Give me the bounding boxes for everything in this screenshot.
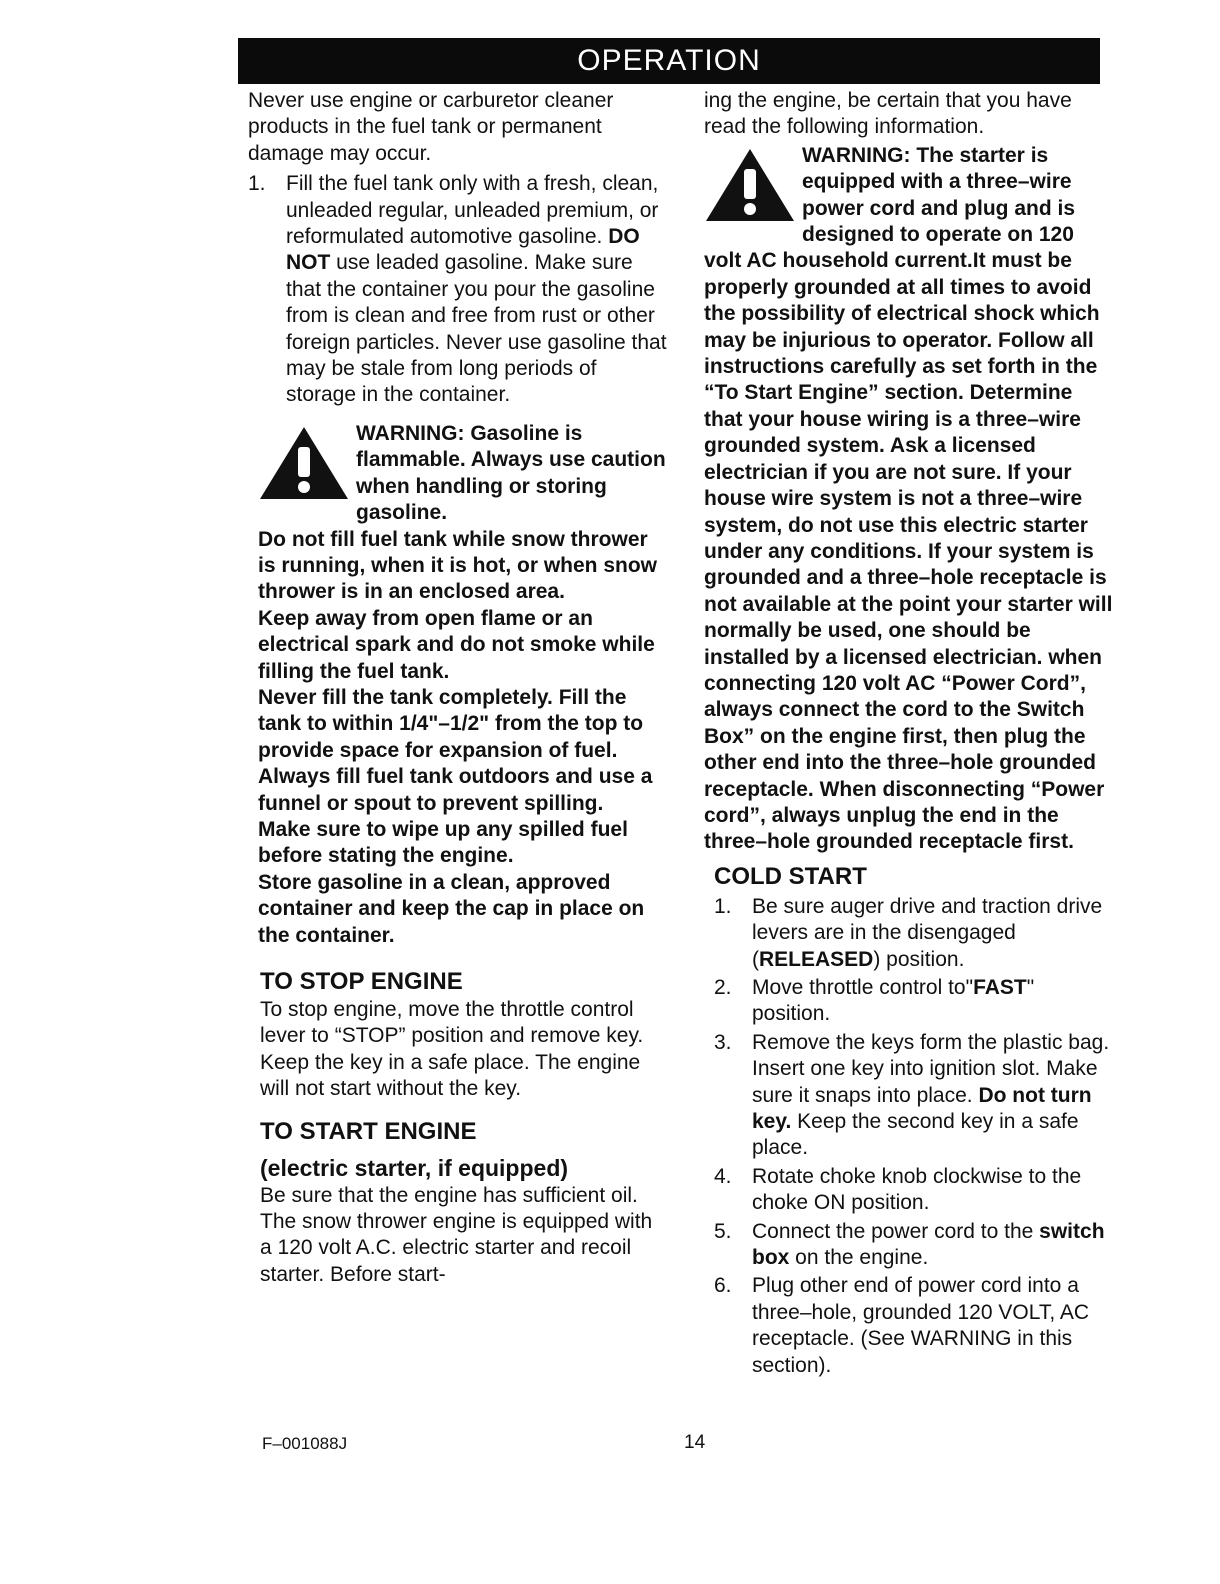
list-item xyxy=(704,1164,1114,1217)
stop-engine-heading: TO STOP ENGINE xyxy=(260,968,463,995)
list-number: 1. xyxy=(248,172,266,196)
stop-engine-section xyxy=(248,967,668,1103)
warning-line: WARNING: Gasoline is flammable. Always use caution when handling or storing gasoline. xyxy=(356,421,666,525)
list-item xyxy=(704,894,1114,973)
left-column xyxy=(248,88,668,1288)
warning-line: Make sure to wipe up any spilled fuel before stating the engine. xyxy=(258,817,628,868)
item-text: Move throttle control to" xyxy=(752,976,974,999)
list-item xyxy=(704,1219,1114,1272)
item-bold: DO NOT xyxy=(286,225,640,275)
starter-warning xyxy=(704,143,1114,856)
stop-engine-text: To stop engine, move the throttle control lever to “STOP” position and remove key. Keep the key in a safe place. The engine will not start without the key. xyxy=(260,998,644,1101)
start-engine-subheading: (electric starter, if equipped) xyxy=(260,1154,569,1181)
right-column xyxy=(704,88,1114,1379)
warning-triangle-icon xyxy=(704,147,796,225)
warning-triangle-icon xyxy=(258,425,350,503)
document-code: F–001088J xyxy=(262,1434,348,1453)
item-text: " position. xyxy=(752,976,1035,1026)
fuel-list xyxy=(248,171,668,409)
item-text: Be sure auger drive and traction drive levers are in the disengaged ( xyxy=(752,894,1103,971)
list-number: 3. xyxy=(714,1030,732,1054)
start-engine-text: Be sure that the engine has sufficient oil. The snow thrower engine is equipped with a 120 volt A.C. electric starter and recoil starter. Before start- xyxy=(260,1183,653,1286)
item-text: ) position. xyxy=(873,947,965,971)
warning-line: Store gasoline in a clean, approved container and keep the cap in place on the container. xyxy=(258,870,645,947)
start-engine-section xyxy=(248,1117,668,1289)
item-text: Rotate choke knob clockwise to the choke ON position. xyxy=(752,1164,1082,1215)
start-engine-heading: TO START ENGINE xyxy=(260,1117,477,1145)
item-text: Remove the keys form the plastic bag. Insert one key into ignition slot. Make sure it snaps into place. xyxy=(752,1030,1110,1107)
warning-line: Never fill the tank completely. Fill the tank to within 1/4"–1/2" from the top to provide space for expansion of fuel. xyxy=(258,685,644,762)
list-item xyxy=(248,171,668,409)
item-text-a: Fill the fuel tank only with a fresh, clean, unleaded regular, unleaded premium, or reformulated automotive gasoline. xyxy=(286,172,659,249)
list-number: 1. xyxy=(714,894,732,918)
list-item xyxy=(704,975,1114,1028)
item-bold: switch box xyxy=(752,1219,1105,1270)
section-title: OPERATION xyxy=(238,38,1100,84)
warning-line: Keep away from open flame or an electrical spark and do not smoke while filling the fuel tank. xyxy=(258,606,655,683)
starter-warning-text: WARNING: The starter is equipped with a three–wire power cord and plug and is designed to operate on 120 volt AC household current.It must be properly grounded at all times to avoid the possibility of electrical shock which may be injurious to operator. Follow all instructions carefully as set forth in the “To Start Engine” section. Determine that your house wiring is a three–wire grounded system. Ask a licensed electrician if you are not sure. If your house wire system is not a three–wire system, do not use this electric starter under any conditions. If your system is grounded and a three–hole receptacle is not available at the point your starter will normally be used, one should be installed by a licensed electrician. when connecting 120 volt AC “Power Cord”, always connect the cord to the Switch Box” on the engine first, then plug the other end into the three–hole grounded receptacle. When disconnecting “Power cord”, always unplug the end in the three–hole grounded receptacle first. xyxy=(704,143,1113,854)
item-text: Plug other end of power cord into a three–hole, grounded 120 VOLT, AC receptacle. (See WARNING in this section). xyxy=(752,1274,1090,1377)
cold-start-list xyxy=(704,894,1114,1379)
cold-start-heading: COLD START xyxy=(714,862,867,890)
item-text-b: use leaded gasoline. Make sure that the container you pour the gasoline from is clean and free from rust or other foreign particles. Never use gasoline that may be stale from long periods of storage in the container. xyxy=(286,251,667,407)
gasoline-warning xyxy=(248,421,668,949)
list-number: 2. xyxy=(714,976,732,999)
list-number: 6. xyxy=(714,1274,732,1298)
list-item xyxy=(704,1030,1114,1162)
intro-text: Never use engine or carburetor cleaner products in the fuel tank or permanent damage may occur. xyxy=(248,89,614,165)
page-number: 14 xyxy=(684,1432,706,1453)
list-number: 4. xyxy=(714,1164,732,1188)
item-text: on the engine. xyxy=(789,1246,929,1270)
warning-line: Always fill fuel tank outdoors and use a funnel or spout to prevent spilling. xyxy=(258,765,653,815)
cold-start-section xyxy=(704,862,1114,1379)
item-text: Connect the power cord to the xyxy=(752,1219,1040,1243)
item-bold: RELEASED xyxy=(759,947,874,971)
continued-text: ing the engine, be certain that you have read the following information. xyxy=(704,89,1072,139)
list-item xyxy=(704,1273,1114,1379)
item-bold: Do not turn key. xyxy=(752,1083,1092,1134)
item-bold: FAST xyxy=(973,976,1027,999)
warning-line: Do not fill fuel tank while snow thrower is running, when it is hot, or when snow thrower is in an enclosed area. xyxy=(258,527,657,604)
list-number: 5. xyxy=(714,1219,732,1243)
item-text: Keep the second key in a safe place. xyxy=(752,1110,1079,1160)
